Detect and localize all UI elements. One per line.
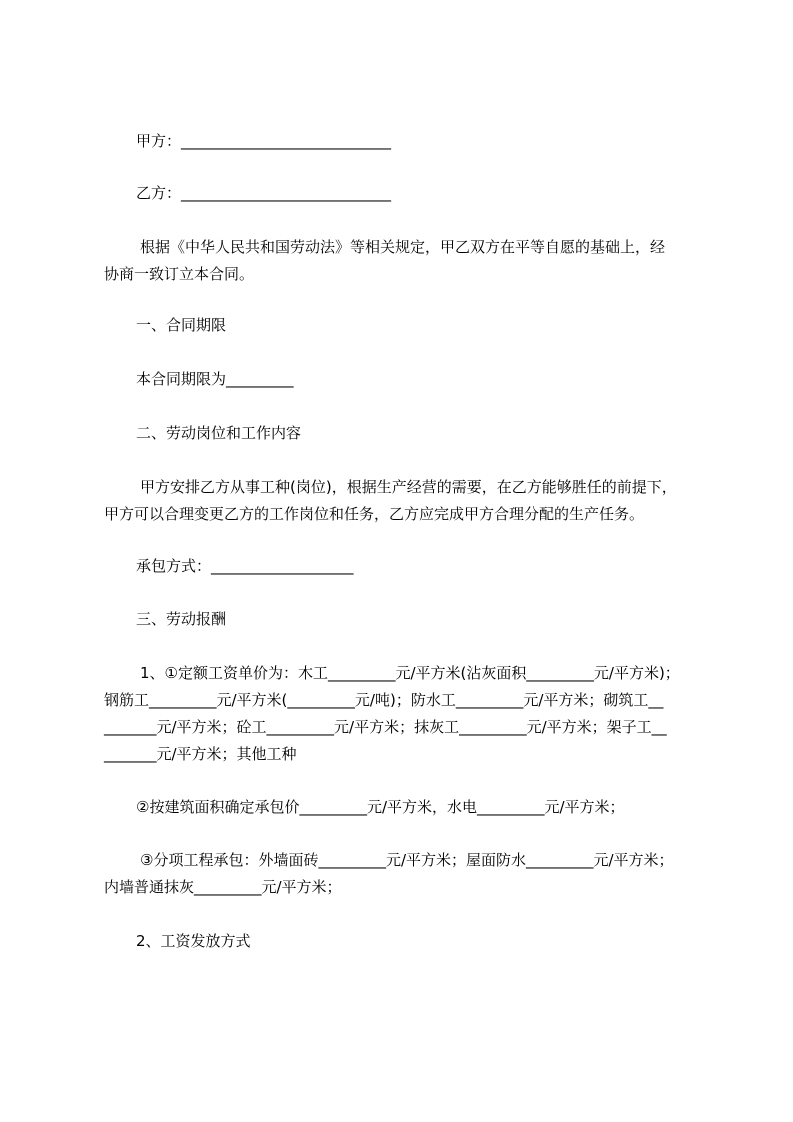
quota-wage-line-3: _______元/平方米；砼工_________元/平方米；抹灰工_________元/平方米；架子工__ (104, 718, 667, 736)
quota-wage-line-1: 1、①定额工资单价为：木工_________元/平方米(沾灰面积_________元/平方米)； (140, 664, 680, 682)
intro-line-1: 根据《中华人民共和国劳动法》等相关规定，甲乙双方在平等自愿的基础上，经 (140, 238, 666, 256)
area-price: ②按建筑面积确定承包价_________元/平方米，水电_________元/平方米； (136, 798, 625, 816)
job-content-line-2: 甲方可以合理变更乙方的工作岗位和任务，乙方应完成甲方合理分配的生产任务。 (104, 505, 645, 523)
section-3-title: 三、劳动报酬 (136, 610, 227, 628)
intro-line-2: 协商一致订立本合同。 (104, 265, 255, 283)
party-b-line: 乙方：____________________________ (136, 184, 392, 202)
quota-wage-line-2: 钢筋工_________元/平方米(_________元/吨)；防水工_________元/平方米；砌筑工__ (104, 691, 664, 709)
wage-payment-title: 2、工资发放方式 (136, 932, 251, 950)
quota-wage-line-4: _______元/平方米；其他工种 (104, 745, 297, 763)
contract-method: 承包方式：___________________ (136, 557, 354, 575)
sub-items-line-2: 内墙普通抹灰_________元/平方米； (104, 878, 342, 896)
contract-term: 本合同期限为_________ (136, 370, 294, 388)
sub-items-line-1: ③分项工程承包：外墙面砖_________元/平方米；屋面防水_________元/平方米； (140, 851, 674, 869)
job-content-line-1: 甲方安排乙方从事工种(岗位)，根据生产经营的需要，在乙方能够胜任的前提下， (140, 478, 677, 496)
section-1-title: 一、合同期限 (136, 316, 227, 334)
party-a-line: 甲方：____________________________ (136, 132, 392, 150)
section-2-title: 二、劳动岗位和工作内容 (136, 424, 302, 442)
